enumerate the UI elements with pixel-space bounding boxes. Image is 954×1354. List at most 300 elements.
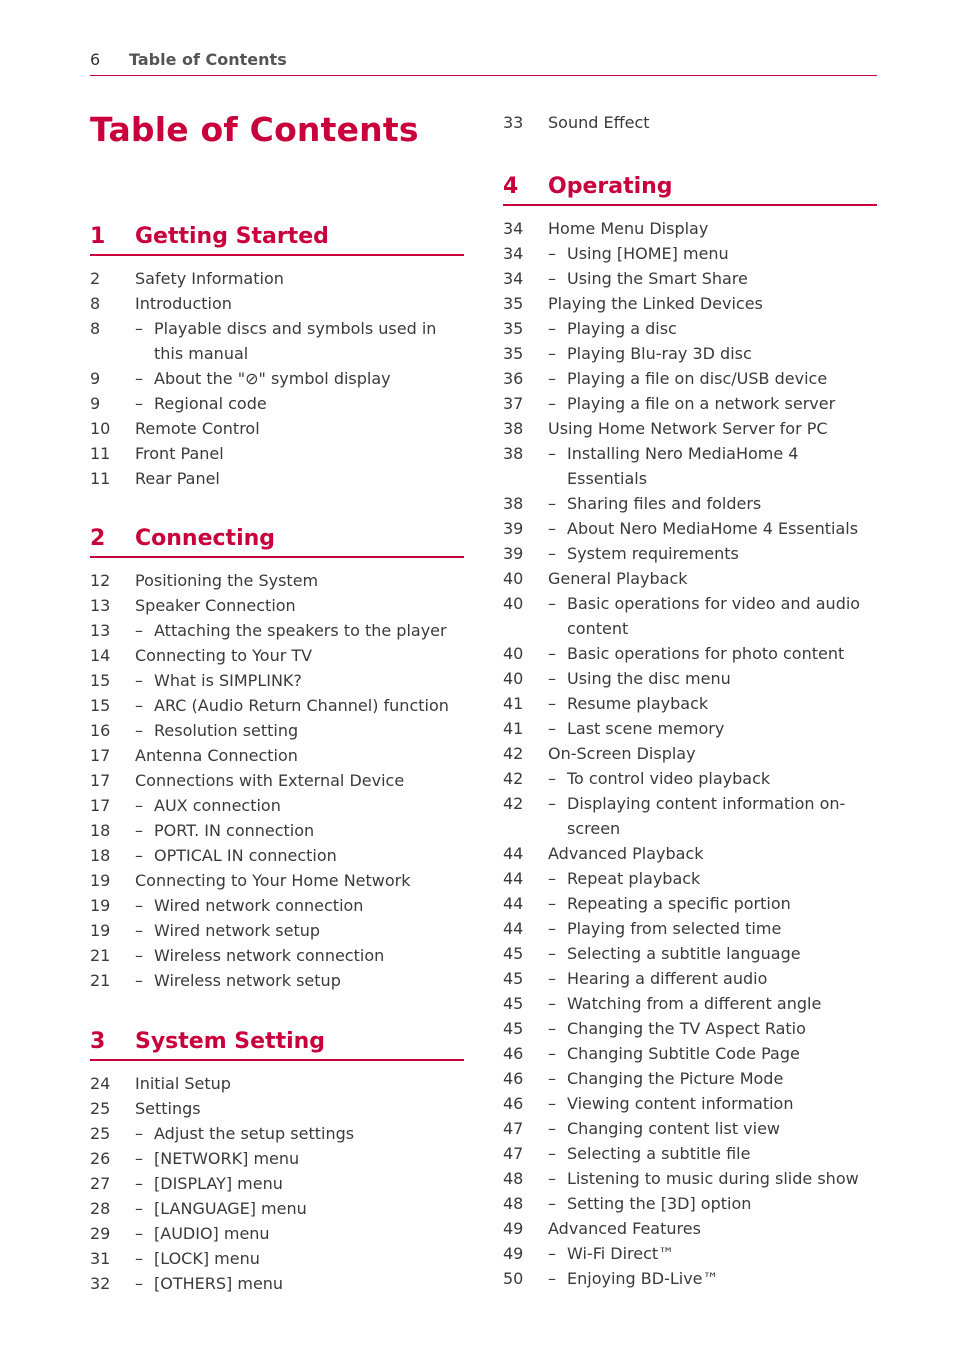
toc-entry-text: Playing the Linked Devices (548, 294, 763, 313)
toc-entry-text: Attaching the speakers to the player (154, 621, 447, 640)
toc-entry-text: Sharing files and folders (567, 494, 762, 513)
toc-entry-page: 17 (90, 746, 111, 765)
toc-subentry[interactable] (503, 491, 877, 516)
toc-entry-page: 9 (90, 369, 101, 388)
toc-entry-text: Connecting to Your Home Network (135, 871, 411, 890)
toc-entry-page: 44 (503, 919, 524, 938)
subentry-dash: – (548, 444, 556, 463)
toc-entry-page: 38 (503, 419, 524, 438)
toc-subentry[interactable] (503, 766, 877, 791)
subentry-dash: – (135, 821, 143, 840)
toc-entry-text: [OTHERS] menu (154, 1274, 284, 1293)
toc-entry-text: Using Home Network Server for PC (548, 419, 828, 438)
toc-entry-text: Hearing a different audio (567, 969, 768, 988)
toc-subentry[interactable] (90, 693, 464, 718)
subentry-dash: – (548, 244, 556, 263)
toc-subentry[interactable] (503, 541, 877, 566)
toc-entry-page: 21 (90, 946, 111, 965)
toc-entry-page: 40 (503, 669, 524, 688)
subentry-dash: – (135, 796, 143, 815)
toc-subentry[interactable] (503, 666, 877, 691)
toc-entry-page: 35 (503, 319, 524, 338)
section-title[interactable]: Getting Started (135, 224, 329, 249)
toc-entry-text: Playable discs and symbols used in this manual (154, 319, 437, 363)
toc-entry-text: System requirements (567, 544, 739, 563)
subentry-dash: – (548, 319, 556, 338)
toc-entry-text: Wired network connection (154, 896, 364, 915)
toc-entry-text: Remote Control (135, 419, 260, 438)
toc-subentry[interactable] (503, 1016, 877, 1041)
subentry-dash: – (135, 1199, 143, 1218)
subentry-dash: – (135, 846, 143, 865)
subentry-dash: – (135, 896, 143, 915)
toc-subentry[interactable] (503, 1241, 877, 1266)
toc-entry-text: OPTICAL IN connection (154, 846, 337, 865)
subentry-dash: – (548, 769, 556, 788)
toc-entry-text: Changing the TV Aspect Ratio (567, 1019, 806, 1038)
toc-entry-text: Enjoying BD-Live™ (567, 1269, 719, 1288)
toc-entry-text: [LOCK] menu (154, 1249, 260, 1268)
toc-entry-text: Adjust the setup settings (154, 1124, 355, 1143)
toc-entry-page: 25 (90, 1099, 111, 1118)
toc-entry-text: Connecting to Your TV (135, 646, 313, 665)
page-header (90, 48, 877, 76)
toc-entry[interactable] (90, 768, 464, 793)
toc-section (90, 1025, 464, 1296)
subentry-dash: – (548, 869, 556, 888)
toc-subentry[interactable] (503, 316, 877, 341)
subentry-dash: – (135, 319, 143, 338)
toc-subentry[interactable] (90, 818, 464, 843)
subentry-dash: – (548, 719, 556, 738)
toc-entry-text: Positioning the System (135, 571, 319, 590)
toc-entry-page: 12 (90, 571, 111, 590)
toc-entry-text: General Playback (548, 569, 688, 588)
toc-subentry[interactable] (90, 366, 464, 391)
subentry-dash: – (548, 644, 556, 663)
toc-entry-page: 45 (503, 994, 524, 1013)
toc-entry-page: 38 (503, 494, 524, 513)
toc-entry-page: 49 (503, 1244, 524, 1263)
toc-entry-page: 21 (90, 971, 111, 990)
toc-entry-text: Setting the [3D] option (567, 1194, 752, 1213)
toc-entry-text: About the "⊘" symbol display (154, 369, 391, 388)
toc-subentry[interactable] (503, 1141, 877, 1166)
toc-entry-page: 10 (90, 419, 111, 438)
toc-entry[interactable] (90, 743, 464, 768)
toc-entry-page: 34 (503, 219, 524, 238)
toc-entry-text: Playing a disc (567, 319, 677, 338)
toc-subentry[interactable] (90, 618, 464, 643)
toc-entry-list (90, 1071, 464, 1296)
toc-entry[interactable] (90, 291, 464, 316)
toc-entry-text: Initial Setup (135, 1074, 231, 1093)
toc-entry-page: 38 (503, 444, 524, 463)
toc-entry-page: 26 (90, 1149, 111, 1168)
toc-entry-text: AUX connection (154, 796, 281, 815)
section-heading (90, 220, 464, 256)
subentry-dash: – (135, 946, 143, 965)
toc-section (503, 170, 877, 1291)
page-number: 6 (90, 50, 101, 69)
toc-entry-page: 42 (503, 769, 524, 788)
toc-entry-page: 47 (503, 1119, 524, 1138)
toc-entry[interactable] (90, 466, 464, 491)
subentry-dash: – (548, 1019, 556, 1038)
toc-entry-text: Listening to music during slide show (567, 1169, 859, 1188)
subentry-dash: – (548, 1069, 556, 1088)
toc-entry-page: 28 (90, 1199, 111, 1218)
toc-entry-text: [AUDIO] menu (154, 1224, 270, 1243)
toc-entry-page: 49 (503, 1219, 524, 1238)
toc-subentry[interactable] (503, 391, 877, 416)
toc-entry-page: 32 (90, 1274, 111, 1293)
toc-entry-text: Watching from a different angle (567, 994, 822, 1013)
toc-entry-list (90, 266, 464, 491)
toc-entry-text: Playing Blu-ray 3D disc (567, 344, 752, 363)
toc-subentry[interactable] (90, 943, 464, 968)
subentry-dash: – (548, 269, 556, 288)
toc-subentry[interactable] (503, 1166, 877, 1191)
toc-entry-text: Repeat playback (567, 869, 701, 888)
toc-section (90, 220, 464, 491)
section-number: 2 (90, 526, 106, 551)
toc-entry-text: ARC (Audio Return Channel) function (154, 696, 449, 715)
section-title[interactable]: Operating (548, 174, 673, 199)
section-heading (503, 170, 877, 206)
toc-subentry[interactable] (503, 241, 877, 266)
toc-entry-page: 41 (503, 719, 524, 738)
toc-entry-page: 8 (90, 294, 101, 313)
toc-entry-page: 34 (503, 269, 524, 288)
toc-entry-page: 45 (503, 944, 524, 963)
toc-entry[interactable] (503, 741, 877, 766)
toc-entry-page: 2 (90, 269, 101, 288)
toc-subentry[interactable] (503, 1091, 877, 1116)
toc-entry[interactable] (503, 566, 877, 591)
toc-entry-page: 44 (503, 894, 524, 913)
toc-entry-text: Selecting a subtitle language (567, 944, 801, 963)
toc-entry-text: Using the disc menu (567, 669, 731, 688)
toc-entry-text: Sound Effect (548, 113, 650, 132)
toc-entry-list (503, 216, 877, 1291)
toc-entry[interactable] (90, 593, 464, 618)
toc-entry-page: 13 (90, 596, 111, 615)
toc-entry-page: 35 (503, 344, 524, 363)
toc-entry-text: Speaker Connection (135, 596, 296, 615)
section-number: 1 (90, 224, 106, 249)
toc-entry-page: 40 (503, 594, 524, 613)
section-title[interactable]: System Setting (135, 1029, 326, 1054)
toc-subentry[interactable] (90, 918, 464, 943)
toc-entry-page: 47 (503, 1144, 524, 1163)
toc-entry-page: 36 (503, 369, 524, 388)
toc-entry-page: 18 (90, 846, 111, 865)
toc-entry-page: 11 (90, 444, 111, 463)
subentry-dash: – (135, 1124, 143, 1143)
toc-subentry[interactable] (90, 893, 464, 918)
subentry-dash: – (548, 1194, 556, 1213)
toc-subentry[interactable] (90, 1221, 464, 1246)
toc-entry-text: To control video playback (567, 769, 771, 788)
toc-subentry[interactable] (503, 991, 877, 1016)
toc-entry-page: 48 (503, 1194, 524, 1213)
toc-subentry[interactable] (503, 516, 877, 541)
toc-entry-text: [NETWORK] menu (154, 1149, 300, 1168)
toc-section (90, 522, 464, 993)
toc-entry-page: 24 (90, 1074, 111, 1093)
toc-entry-text: Displaying content information on-screen (567, 794, 846, 838)
toc-subentry[interactable] (90, 1171, 464, 1196)
toc-entry-page: 9 (90, 394, 101, 413)
toc-entry[interactable] (503, 216, 877, 241)
toc-subentry[interactable] (90, 1121, 464, 1146)
toc-entry-page: 33 (503, 113, 524, 132)
subentry-dash: – (548, 1269, 556, 1288)
toc-entry-page: 40 (503, 569, 524, 588)
toc-subentry[interactable] (503, 341, 877, 366)
subentry-dash: – (548, 894, 556, 913)
toc-entry[interactable] (90, 441, 464, 466)
toc-entry[interactable] (90, 266, 464, 291)
toc-entry-text: Resume playback (567, 694, 709, 713)
subentry-dash: – (135, 621, 143, 640)
toc-entry-text: Introduction (135, 294, 232, 313)
toc-entry-text: PORT. IN connection (154, 821, 315, 840)
subentry-dash: – (548, 394, 556, 413)
subentry-dash: – (548, 944, 556, 963)
toc-subentry[interactable] (503, 1266, 877, 1291)
subentry-dash: – (548, 994, 556, 1013)
running-header-title: Table of Contents (129, 50, 287, 69)
toc-subentry[interactable] (503, 791, 877, 841)
toc-entry-text: Changing Subtitle Code Page (567, 1044, 800, 1063)
subentry-dash: – (548, 969, 556, 988)
toc-entry-page: 46 (503, 1094, 524, 1113)
toc-subentry[interactable] (503, 1191, 877, 1216)
toc-entry-text: Changing the Picture Mode (567, 1069, 784, 1088)
section-heading (90, 522, 464, 558)
toc-entry-text: Last scene memory (567, 719, 725, 738)
toc-subentry[interactable] (90, 968, 464, 993)
toc-entry-text: Advanced Features (548, 1219, 701, 1238)
toc-entry-text: Viewing content information (567, 1094, 794, 1113)
toc-entry-text: Wireless network connection (154, 946, 385, 965)
toc-entry-text: Home Menu Display (548, 219, 709, 238)
toc-entry-page: 27 (90, 1174, 111, 1193)
toc-entry-page: 39 (503, 544, 524, 563)
toc-entry-page: 41 (503, 694, 524, 713)
toc-entry-page: 19 (90, 921, 111, 940)
subentry-dash: – (135, 1149, 143, 1168)
toc-entry-page: 29 (90, 1224, 111, 1243)
subentry-dash: – (135, 1224, 143, 1243)
toc-entry[interactable] (90, 568, 464, 593)
section-heading (90, 1025, 464, 1061)
toc-entry-page: 8 (90, 319, 101, 338)
subentry-dash: – (135, 671, 143, 690)
toc-entry-page: 40 (503, 644, 524, 663)
toc-entry-page: 19 (90, 896, 111, 915)
section-number: 3 (90, 1029, 106, 1054)
toc-entry-page: 11 (90, 469, 111, 488)
toc-entry-page: 15 (90, 696, 111, 715)
subentry-dash: – (548, 694, 556, 713)
toc-entry[interactable] (503, 416, 877, 441)
subentry-dash: – (548, 1119, 556, 1138)
subentry-dash: – (548, 919, 556, 938)
toc-subentry[interactable] (503, 266, 877, 291)
toc-entry[interactable] (503, 291, 877, 316)
toc-entry[interactable] (90, 643, 464, 668)
toc-entry-text: Playing from selected time (567, 919, 782, 938)
toc-subentry[interactable] (90, 1271, 464, 1296)
toc-subentry[interactable] (90, 1196, 464, 1221)
toc-entry-page: 42 (503, 794, 524, 813)
toc-entry-text: Installing Nero MediaHome 4 Essentials (567, 444, 799, 488)
toc-entry-page: 39 (503, 519, 524, 538)
toc-entry[interactable] (90, 868, 464, 893)
toc-subentry[interactable] (503, 866, 877, 891)
toc-entry-text: Selecting a subtitle file (567, 1144, 751, 1163)
toc-entry-page: 19 (90, 871, 111, 890)
toc-entry-page: 35 (503, 294, 524, 313)
toc-subentry[interactable] (503, 1116, 877, 1141)
toc-subentry[interactable] (90, 793, 464, 818)
toc-entry-text: Using the Smart Share (567, 269, 748, 288)
toc-entry-text: Wired network setup (154, 921, 321, 940)
toc-entry-text: [LANGUAGE] menu (154, 1199, 307, 1218)
toc-entry-page: 48 (503, 1169, 524, 1188)
toc-entry-text: Basic operations for video and audio content (567, 594, 861, 638)
toc-entry-page: 42 (503, 744, 524, 763)
subentry-dash: – (548, 1094, 556, 1113)
subentry-dash: – (135, 1274, 143, 1293)
subentry-dash: – (548, 1044, 556, 1063)
toc-entry-text: [DISPLAY] menu (154, 1174, 283, 1193)
toc-entry[interactable] (503, 1216, 877, 1241)
toc-subentry[interactable] (90, 668, 464, 693)
subentry-dash: – (135, 369, 143, 388)
toc-entry-page: 50 (503, 1269, 524, 1288)
document-title: Table of Contents (90, 110, 419, 149)
toc-subentry[interactable] (503, 916, 877, 941)
toc-entry-text: Regional code (154, 394, 267, 413)
subentry-dash: – (135, 1174, 143, 1193)
toc-entry-text: Wireless network setup (154, 971, 341, 990)
toc-entry-text: Antenna Connection (135, 746, 298, 765)
toc-subentry[interactable] (90, 316, 464, 366)
toc-entry-page: 45 (503, 969, 524, 988)
toc-entry[interactable] (90, 416, 464, 441)
subentry-dash: – (135, 696, 143, 715)
toc-entry-page: 17 (90, 771, 111, 790)
toc-entry-text: Playing a file on disc/USB device (567, 369, 828, 388)
toc-entry-text: About Nero MediaHome 4 Essentials (567, 519, 859, 538)
subentry-dash: – (135, 971, 143, 990)
toc-entry-page: 45 (503, 1019, 524, 1038)
toc-entry[interactable] (503, 110, 877, 135)
toc-subentry[interactable] (503, 1066, 877, 1091)
toc-entry-page: 46 (503, 1069, 524, 1088)
toc-entry-text: Rear Panel (135, 469, 220, 488)
section-title[interactable]: Connecting (135, 526, 276, 551)
toc-subentry[interactable] (90, 1246, 464, 1271)
subentry-dash: – (135, 1249, 143, 1268)
toc-entry-page: 34 (503, 244, 524, 263)
subentry-dash: – (548, 519, 556, 538)
toc-entry-text: Safety Information (135, 269, 284, 288)
toc-subentry[interactable] (503, 716, 877, 741)
toc-entry[interactable] (90, 1096, 464, 1121)
toc-entry-page: 25 (90, 1124, 111, 1143)
toc-entry-text: Connections with External Device (135, 771, 405, 790)
subentry-dash: – (548, 1244, 556, 1263)
toc-subentry[interactable] (503, 891, 877, 916)
subentry-dash: – (548, 1169, 556, 1188)
toc-subentry[interactable] (503, 591, 877, 641)
toc-subentry[interactable] (90, 718, 464, 743)
toc-entry-text: Basic operations for photo content (567, 644, 845, 663)
toc-subentry[interactable] (503, 441, 877, 491)
subentry-dash: – (135, 721, 143, 740)
toc-subentry[interactable] (503, 366, 877, 391)
toc-entry-page: 14 (90, 646, 111, 665)
toc-subentry[interactable] (503, 691, 877, 716)
toc-subentry[interactable] (90, 1146, 464, 1171)
toc-entry-text: Advanced Playback (548, 844, 704, 863)
toc-entry-page: 15 (90, 671, 111, 690)
toc-entry-text: On-Screen Display (548, 744, 696, 763)
subentry-dash: – (548, 594, 556, 613)
toc-subentry[interactable] (503, 641, 877, 666)
toc-entry-text: Changing content list view (567, 1119, 781, 1138)
subentry-dash: – (135, 394, 143, 413)
subentry-dash: – (548, 369, 556, 388)
section-number: 4 (503, 174, 519, 199)
toc-entry-list (90, 568, 464, 993)
toc-entry-page: 13 (90, 621, 111, 640)
toc-entry-text: What is SIMPLINK? (154, 671, 302, 690)
toc-entry-text: Using [HOME] menu (567, 244, 729, 263)
toc-entry-page: 46 (503, 1044, 524, 1063)
subentry-dash: – (548, 794, 556, 813)
toc-entry-page: 18 (90, 821, 111, 840)
toc-entry-text: Resolution setting (154, 721, 299, 740)
subentry-dash: – (548, 544, 556, 563)
subentry-dash: – (135, 921, 143, 940)
toc-subentry[interactable] (503, 1041, 877, 1066)
toc-subentry[interactable] (503, 966, 877, 991)
toc-subentry[interactable] (90, 843, 464, 868)
toc-entry-page: 31 (90, 1249, 111, 1268)
toc-subentry[interactable] (90, 391, 464, 416)
subentry-dash: – (548, 344, 556, 363)
toc-entry-text: Front Panel (135, 444, 224, 463)
toc-subentry[interactable] (503, 941, 877, 966)
toc-entry-text: Playing a file on a network server (567, 394, 836, 413)
subentry-dash: – (548, 669, 556, 688)
toc-entry-page: 16 (90, 721, 111, 740)
toc-entry[interactable] (90, 1071, 464, 1096)
toc-entry-text: Wi-Fi Direct™ (567, 1244, 675, 1263)
toc-entry-text: Repeating a specific portion (567, 894, 791, 913)
toc-entry[interactable] (503, 841, 877, 866)
subentry-dash: – (548, 494, 556, 513)
toc-entry-page: 37 (503, 394, 524, 413)
toc-entry-page: 44 (503, 844, 524, 863)
toc-entry-page: 44 (503, 869, 524, 888)
